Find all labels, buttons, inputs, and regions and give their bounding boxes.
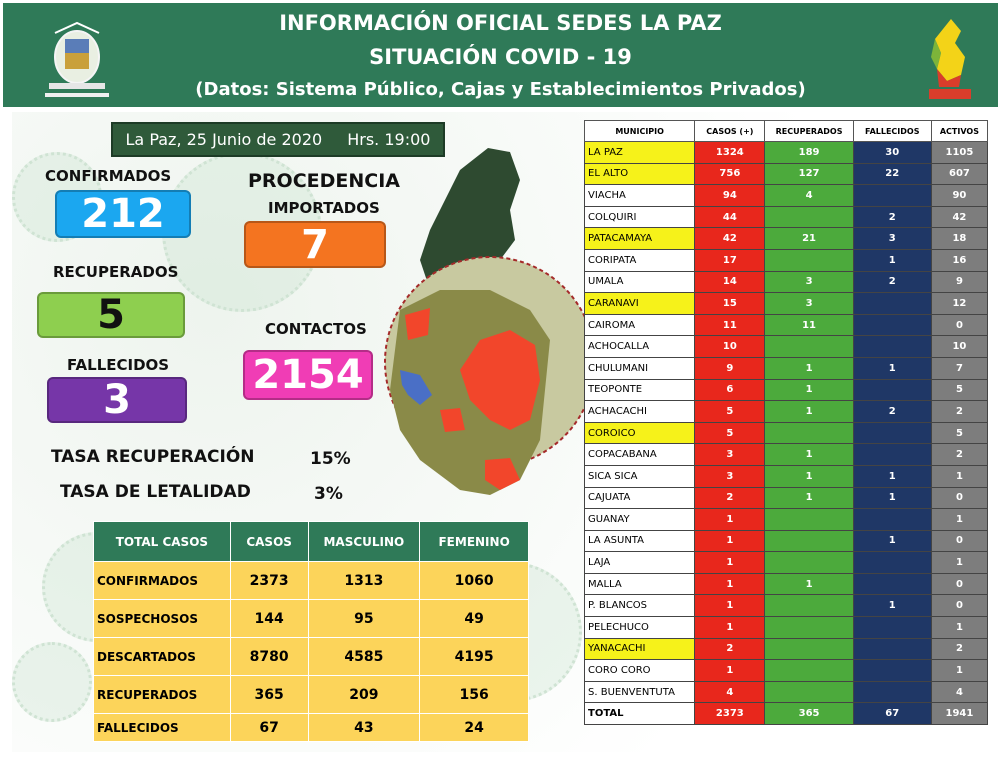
muni-value-cell: 127 <box>765 163 853 185</box>
muni-value-cell <box>853 681 931 703</box>
muni-name-cell: CARANAVI <box>585 293 695 315</box>
muni-row <box>585 617 988 639</box>
muni-value-cell: 1 <box>695 530 765 552</box>
confirmados-label: CONFIRMADOS <box>45 167 172 185</box>
muni-value-cell: 9 <box>695 357 765 379</box>
muni-name-cell: LA PAZ <box>585 142 695 164</box>
totals-cell: 67 <box>230 714 308 742</box>
muni-value-cell: 2 <box>853 206 931 228</box>
muni-value-cell <box>853 573 931 595</box>
title-line-3: (Datos: Sistema Público, Cajas y Establecimientos Privados) <box>195 79 806 100</box>
muni-row <box>585 552 988 574</box>
muni-value-cell: 1 <box>765 465 853 487</box>
muni-name-cell: TEOPONTE <box>585 379 695 401</box>
muni-value-cell: 607 <box>931 163 987 185</box>
muni-header-cell: CASOS (+) <box>695 121 765 142</box>
muni-value-cell: 1 <box>765 357 853 379</box>
totals-row-label: FALLECIDOS <box>94 714 231 742</box>
muni-value-cell: 0 <box>931 595 987 617</box>
muni-value-cell <box>765 336 853 358</box>
muni-row <box>585 509 988 531</box>
contactos-label: CONTACTOS <box>265 320 367 338</box>
muni-value-cell: 1 <box>765 573 853 595</box>
muni-total-row <box>585 703 988 725</box>
muni-name-cell: VIACHA <box>585 185 695 207</box>
muni-row <box>585 185 988 207</box>
muni-row <box>585 206 988 228</box>
muni-value-cell: 14 <box>695 271 765 293</box>
muni-value-cell <box>853 185 931 207</box>
muni-name-cell: COLQUIRI <box>585 206 695 228</box>
muni-value-cell: 1 <box>695 660 765 682</box>
muni-name-cell: LA ASUNTA <box>585 530 695 552</box>
tasa-letalidad-label: TASA DE LETALIDAD <box>60 482 251 502</box>
muni-value-cell <box>853 638 931 660</box>
muni-value-cell: 1 <box>695 617 765 639</box>
totals-row-label: DESCARTADOS <box>94 638 231 676</box>
totals-row-label: RECUPERADOS <box>94 676 231 714</box>
date-text: La Paz, 25 Junio de 2020 <box>125 130 323 149</box>
la-paz-map <box>360 140 590 510</box>
muni-value-cell: 6 <box>695 379 765 401</box>
muni-value-cell: 1 <box>931 465 987 487</box>
muni-row <box>585 357 988 379</box>
muni-value-cell <box>853 552 931 574</box>
muni-name-cell: ACHACACHI <box>585 401 695 423</box>
muni-value-cell <box>765 509 853 531</box>
muni-value-cell: 5 <box>695 422 765 444</box>
totals-cell: 4195 <box>420 638 529 676</box>
muni-name-cell: YANACACHI <box>585 638 695 660</box>
muni-name-cell: PATACAMAYA <box>585 228 695 250</box>
sedes-logo-icon <box>925 17 975 103</box>
muni-row <box>585 401 988 423</box>
muni-value-cell: 1 <box>853 249 931 271</box>
muni-value-cell <box>853 379 931 401</box>
muni-value-cell: 94 <box>695 185 765 207</box>
totals-header-cell: FEMENINO <box>420 522 529 562</box>
muni-header-cell: MUNICIPIO <box>585 121 695 142</box>
totals-table <box>93 521 529 742</box>
muni-value-cell: 1 <box>931 509 987 531</box>
muni-value-cell: 3 <box>765 293 853 315</box>
totals-cell: 43 <box>308 714 420 742</box>
muni-name-cell: EL ALTO <box>585 163 695 185</box>
muni-value-cell: 2 <box>853 401 931 423</box>
muni-value-cell: 1 <box>765 487 853 509</box>
muni-row <box>585 595 988 617</box>
muni-row <box>585 249 988 271</box>
muni-value-cell: 44 <box>695 206 765 228</box>
muni-name-cell: COPACABANA <box>585 444 695 466</box>
muni-value-cell: 1 <box>853 487 931 509</box>
muni-value-cell: 22 <box>853 163 931 185</box>
muni-value-cell <box>765 422 853 444</box>
totals-cell: 144 <box>230 600 308 638</box>
muni-row <box>585 336 988 358</box>
muni-value-cell <box>853 660 931 682</box>
confirmados-value-box: 212 <box>55 190 191 238</box>
totals-header-cell: CASOS <box>230 522 308 562</box>
muni-value-cell: 1 <box>695 573 765 595</box>
muni-value-cell: 2 <box>695 638 765 660</box>
muni-value-cell <box>853 293 931 315</box>
muni-value-cell <box>765 638 853 660</box>
muni-value-cell: 11 <box>695 314 765 336</box>
muni-value-cell: 9 <box>931 271 987 293</box>
muni-row <box>585 142 988 164</box>
totals-cell: 2373 <box>230 562 308 600</box>
title-line-2: SITUACIÓN COVID - 19 <box>369 45 632 69</box>
muni-name-cell: UMALA <box>585 271 695 293</box>
muni-value-cell: 42 <box>695 228 765 250</box>
totals-row <box>94 638 529 676</box>
muni-header-cell: ACTIVOS <box>931 121 987 142</box>
totals-cell: 1313 <box>308 562 420 600</box>
muni-value-cell: 3 <box>765 271 853 293</box>
muni-value-cell: 3 <box>853 228 931 250</box>
totals-row <box>94 676 529 714</box>
totals-header-cell: TOTAL CASOS <box>94 522 231 562</box>
muni-value-cell: 1 <box>695 595 765 617</box>
muni-name-cell: COROICO <box>585 422 695 444</box>
muni-name-cell: P. BLANCOS <box>585 595 695 617</box>
totals-row <box>94 600 529 638</box>
muni-header-row <box>585 121 988 142</box>
muni-value-cell <box>853 422 931 444</box>
muni-row <box>585 530 988 552</box>
muni-value-cell: 2 <box>695 487 765 509</box>
muni-value-cell <box>853 509 931 531</box>
muni-value-cell <box>853 617 931 639</box>
muni-value-cell: 1 <box>853 357 931 379</box>
muni-value-cell: 2 <box>853 271 931 293</box>
muni-value-cell <box>853 444 931 466</box>
muni-value-cell: 17 <box>695 249 765 271</box>
muni-value-cell: 4 <box>765 185 853 207</box>
muni-value-cell: 1 <box>853 465 931 487</box>
muni-name-cell: S. BUENVENTUTA <box>585 681 695 703</box>
muni-value-cell: 1 <box>695 509 765 531</box>
muni-value-cell: 3 <box>695 444 765 466</box>
muni-total-cell: 2373 <box>695 703 765 725</box>
muni-row <box>585 487 988 509</box>
muni-value-cell: 0 <box>931 487 987 509</box>
muni-value-cell: 1 <box>853 530 931 552</box>
tasa-recuperacion-value: 15% <box>310 449 351 469</box>
muni-value-cell: 10 <box>695 336 765 358</box>
totals-header-cell: MASCULINO <box>308 522 420 562</box>
muni-value-cell: 5 <box>695 401 765 423</box>
totals-row <box>94 714 529 742</box>
muni-row <box>585 660 988 682</box>
muni-value-cell: 12 <box>931 293 987 315</box>
muni-value-cell: 1 <box>853 595 931 617</box>
muni-value-cell: 4 <box>931 681 987 703</box>
muni-value-cell: 3 <box>695 465 765 487</box>
muni-value-cell <box>853 336 931 358</box>
muni-total-cell: 67 <box>853 703 931 725</box>
totals-header-row <box>94 522 529 562</box>
muni-header-cell: FALLECIDOS <box>853 121 931 142</box>
muni-value-cell <box>765 660 853 682</box>
header-banner <box>3 3 998 107</box>
muni-total-cell: 1941 <box>931 703 987 725</box>
muni-value-cell: 7 <box>931 357 987 379</box>
muni-total-cell: 365 <box>765 703 853 725</box>
muni-row <box>585 422 988 444</box>
muni-row <box>585 681 988 703</box>
muni-value-cell: 1 <box>931 617 987 639</box>
muni-value-cell: 2 <box>931 444 987 466</box>
muni-header-cell: RECUPERADOS <box>765 121 853 142</box>
muni-row <box>585 638 988 660</box>
importados-label: IMPORTADOS <box>268 199 380 217</box>
importados-value-box: 7 <box>244 221 386 268</box>
contactos-value-box: 2154 <box>243 350 373 400</box>
muni-value-cell: 1 <box>695 552 765 574</box>
muni-row <box>585 163 988 185</box>
title-line-1: INFORMACIÓN OFICIAL SEDES LA PAZ <box>279 11 722 35</box>
muni-value-cell: 756 <box>695 163 765 185</box>
muni-value-cell: 90 <box>931 185 987 207</box>
muni-value-cell <box>765 595 853 617</box>
totals-row-label: CONFIRMADOS <box>94 562 231 600</box>
recuperados-value-box: 5 <box>37 292 185 338</box>
muni-value-cell: 21 <box>765 228 853 250</box>
muni-value-cell <box>765 206 853 228</box>
muni-value-cell: 1 <box>931 552 987 574</box>
muni-row <box>585 293 988 315</box>
time-text: Hrs. 19:00 <box>347 130 431 149</box>
totals-cell: 156 <box>420 676 529 714</box>
tasa-letalidad-value: 3% <box>314 484 343 504</box>
muni-value-cell: 189 <box>765 142 853 164</box>
totals-cell: 4585 <box>308 638 420 676</box>
totals-cell: 49 <box>420 600 529 638</box>
totals-row <box>94 562 529 600</box>
muni-name-cell: ACHOCALLA <box>585 336 695 358</box>
muni-value-cell: 4 <box>695 681 765 703</box>
muni-name-cell: PELECHUCO <box>585 617 695 639</box>
municipality-table <box>584 120 988 725</box>
muni-row <box>585 444 988 466</box>
totals-cell: 365 <box>230 676 308 714</box>
procedencia-title: PROCEDENCIA <box>248 170 400 192</box>
muni-value-cell: 1324 <box>695 142 765 164</box>
totals-cell: 1060 <box>420 562 529 600</box>
fallecidos-value-box: 3 <box>47 377 187 423</box>
muni-name-cell: CHULUMANI <box>585 357 695 379</box>
totals-cell: 209 <box>308 676 420 714</box>
muni-value-cell: 16 <box>931 249 987 271</box>
muni-value-cell <box>765 681 853 703</box>
muni-name-cell: MALLA <box>585 573 695 595</box>
muni-row <box>585 573 988 595</box>
muni-value-cell: 18 <box>931 228 987 250</box>
muni-total-label: TOTAL <box>585 703 695 725</box>
muni-name-cell: SICA SICA <box>585 465 695 487</box>
muni-value-cell: 5 <box>931 379 987 401</box>
muni-value-cell <box>765 552 853 574</box>
muni-value-cell: 0 <box>931 573 987 595</box>
muni-name-cell: CORO CORO <box>585 660 695 682</box>
muni-value-cell: 42 <box>931 206 987 228</box>
muni-row <box>585 379 988 401</box>
muni-value-cell: 1 <box>765 379 853 401</box>
muni-row <box>585 228 988 250</box>
muni-value-cell: 1105 <box>931 142 987 164</box>
muni-value-cell: 30 <box>853 142 931 164</box>
muni-value-cell: 1 <box>765 401 853 423</box>
muni-row <box>585 314 988 336</box>
muni-value-cell <box>765 530 853 552</box>
muni-value-cell: 1 <box>765 444 853 466</box>
muni-value-cell <box>765 617 853 639</box>
tasa-recuperacion-label: TASA RECUPERACIÓN <box>51 447 255 467</box>
totals-row-label: SOSPECHOSOS <box>94 600 231 638</box>
muni-name-cell: CORIPATA <box>585 249 695 271</box>
muni-value-cell: 5 <box>931 422 987 444</box>
muni-value-cell: 2 <box>931 638 987 660</box>
muni-row <box>585 465 988 487</box>
muni-name-cell: GUANAY <box>585 509 695 531</box>
muni-value-cell <box>765 249 853 271</box>
muni-value-cell: 2 <box>931 401 987 423</box>
muni-value-cell: 11 <box>765 314 853 336</box>
muni-value-cell: 0 <box>931 314 987 336</box>
muni-value-cell: 15 <box>695 293 765 315</box>
recuperados-label: RECUPERADOS <box>53 263 179 281</box>
muni-value-cell <box>853 314 931 336</box>
muni-row <box>585 271 988 293</box>
totals-cell: 24 <box>420 714 529 742</box>
muni-value-cell: 0 <box>931 530 987 552</box>
fallecidos-label: FALLECIDOS <box>67 356 170 374</box>
muni-value-cell: 1 <box>931 660 987 682</box>
muni-name-cell: CAJUATA <box>585 487 695 509</box>
totals-cell: 95 <box>308 600 420 638</box>
muni-name-cell: CAIROMA <box>585 314 695 336</box>
muni-value-cell: 10 <box>931 336 987 358</box>
virus-decoration-icon <box>12 642 92 722</box>
totals-cell: 8780 <box>230 638 308 676</box>
muni-name-cell: LAJA <box>585 552 695 574</box>
